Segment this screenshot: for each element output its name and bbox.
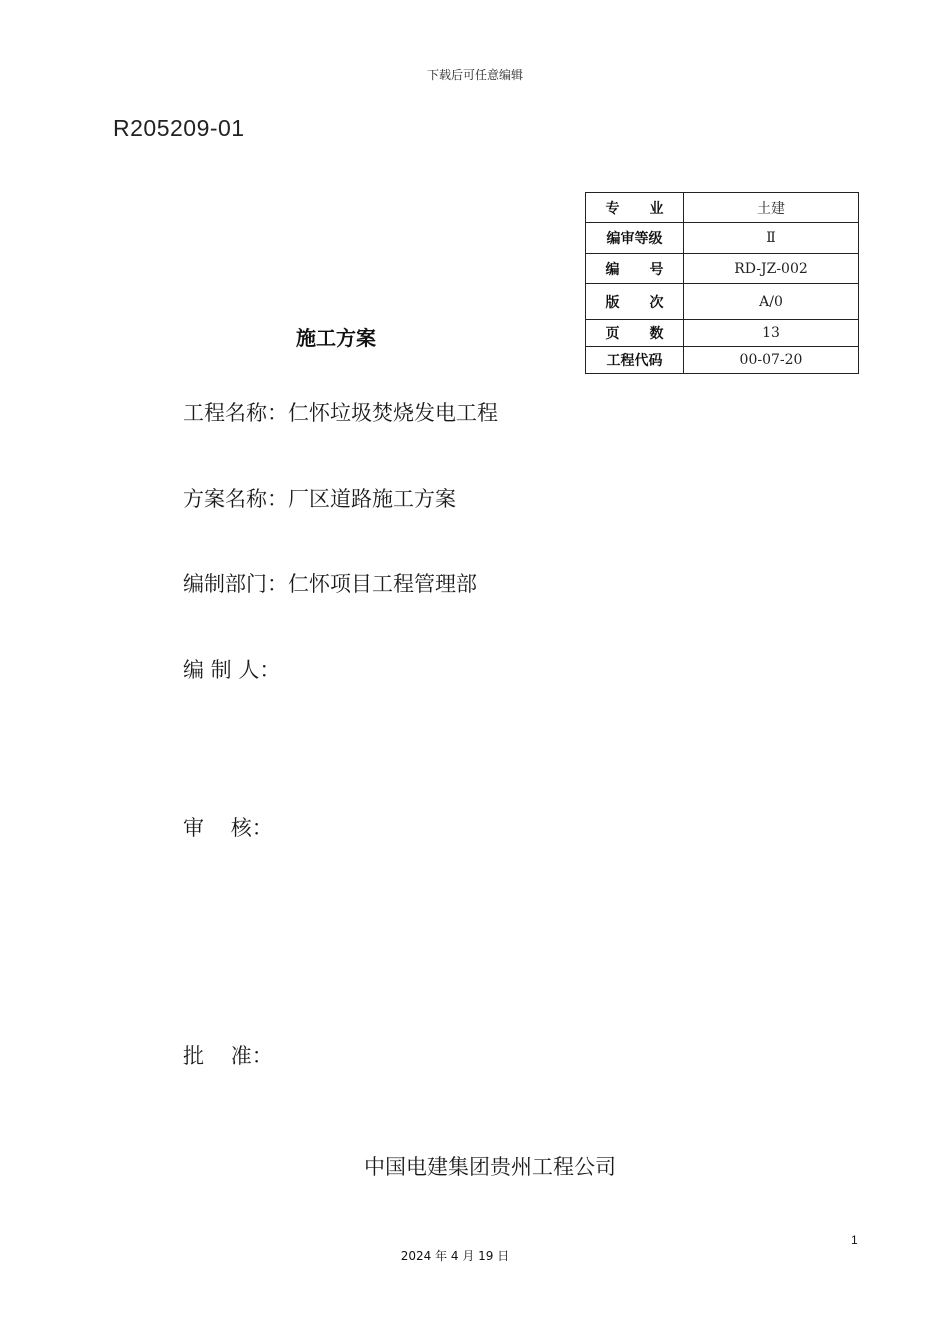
approver-field: 批 准：: [183, 1044, 273, 1068]
document-code: R205209-01: [113, 115, 245, 141]
info-label: 版 次: [586, 284, 684, 320]
page-number: 1: [851, 1233, 858, 1247]
main-title: 施工方案: [296, 326, 376, 350]
info-row: [586, 254, 859, 284]
project-name-field: 工程名称：仁怀垃圾焚烧发电工程: [183, 401, 498, 425]
info-row: [586, 223, 859, 254]
info-table: [585, 192, 859, 374]
info-row: [586, 347, 859, 374]
info-value: RD-JZ-002: [684, 254, 859, 284]
info-value: A/0: [684, 284, 859, 320]
department-field: 编制部门：仁怀项目工程管理部: [183, 572, 477, 596]
info-row: [586, 284, 859, 320]
reviewer-field: 审 核：: [183, 816, 273, 840]
info-value: 00-07-20: [684, 347, 859, 374]
info-row: [586, 193, 859, 223]
author-field: 编 制 人：: [183, 658, 281, 682]
info-label: 编审等级: [586, 223, 684, 254]
info-label: 专 业: [586, 193, 684, 223]
info-label: 工程代码: [586, 347, 684, 374]
footer-date: 2024 年 4 月 19 日: [400, 1249, 510, 1263]
company-name: 中国电建集团贵州工程公司: [364, 1155, 616, 1179]
plan-name-field: 方案名称：厂区道路施工方案: [183, 487, 456, 511]
info-label: 页 数: [586, 320, 684, 347]
info-row: [586, 320, 859, 347]
info-label: 编 号: [586, 254, 684, 284]
info-value: Ⅱ: [684, 223, 859, 254]
info-value: 13: [684, 320, 859, 347]
header-note: 下载后可任意编辑: [426, 68, 523, 82]
info-value: 土建: [684, 193, 859, 223]
